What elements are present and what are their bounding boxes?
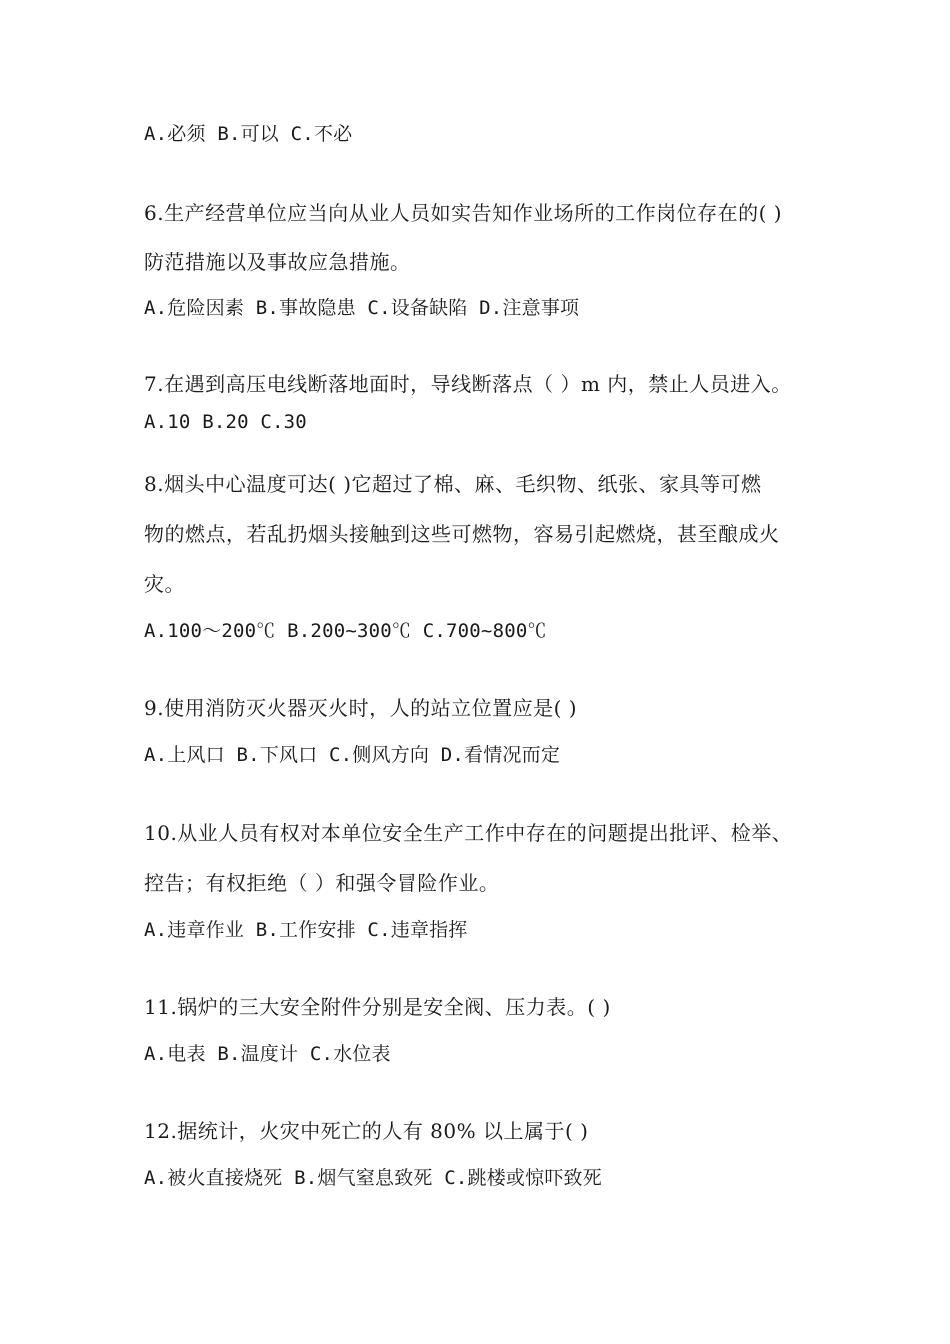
q5-options: A.必须 B.可以 C.不必	[144, 123, 353, 145]
q8-text-line-2: 物的燃点，若乱扔烟头接触到这些可燃物，容易引起燃烧，甚至酿成火	[144, 522, 780, 546]
q8-options: A.100～200℃ B.200~300℃ C.700~800℃	[144, 620, 547, 642]
q10-options: A.违章作业 B.工作安排 C.违章指挥	[144, 919, 468, 941]
q6-options: A.危险因素 B.事故隐患 C.设备缺陷 D.注意事项	[144, 297, 580, 319]
q11-options: A.电表 B.温度计 C.水位表	[144, 1043, 391, 1065]
q8-text-line-1: 8.烟头中心温度可达( )它超过了棉、麻、毛织物、纸张、家具等可燃	[144, 472, 762, 496]
q7-text-line-1: 7.在遇到高压电线断落地面时，导线断落点（ ）m 内，禁止人员进入。	[144, 372, 792, 396]
q10-text-line-2: 控告；有权拒绝（ ）和强令冒险作业。	[144, 871, 500, 895]
q11-text-line-1: 11.锅炉的三大安全附件分别是安全阀、压力表。( )	[144, 995, 611, 1019]
q10-text-line-1: 10.从业人员有权对本单位安全生产工作中存在的问题提出批评、检举、	[144, 821, 793, 845]
q6-text-line-2: 防范措施以及事故应急措施。	[144, 250, 411, 274]
q12-text-line-1: 12.据统计，火灾中死亡的人有 80% 以上属于( )	[144, 1119, 589, 1143]
q6-text-line-1: 6.生产经营单位应当向从业人员如实告知作业场所的工作岗位存在的( )	[144, 201, 783, 225]
q8-text-line-3: 灾。	[144, 572, 185, 596]
q9-text-line-1: 9.使用消防灭火器灭火时，人的站立位置应是( )	[144, 696, 578, 720]
q9-options: A.上风口 B.下风口 C.侧风方向 D.看情况而定	[144, 744, 561, 766]
q12-options: A.被火直接烧死 B.烟气窒息致死 C.跳楼或惊吓致死	[144, 1167, 602, 1189]
q7-options: A.10 B.20 C.30	[144, 411, 307, 433]
